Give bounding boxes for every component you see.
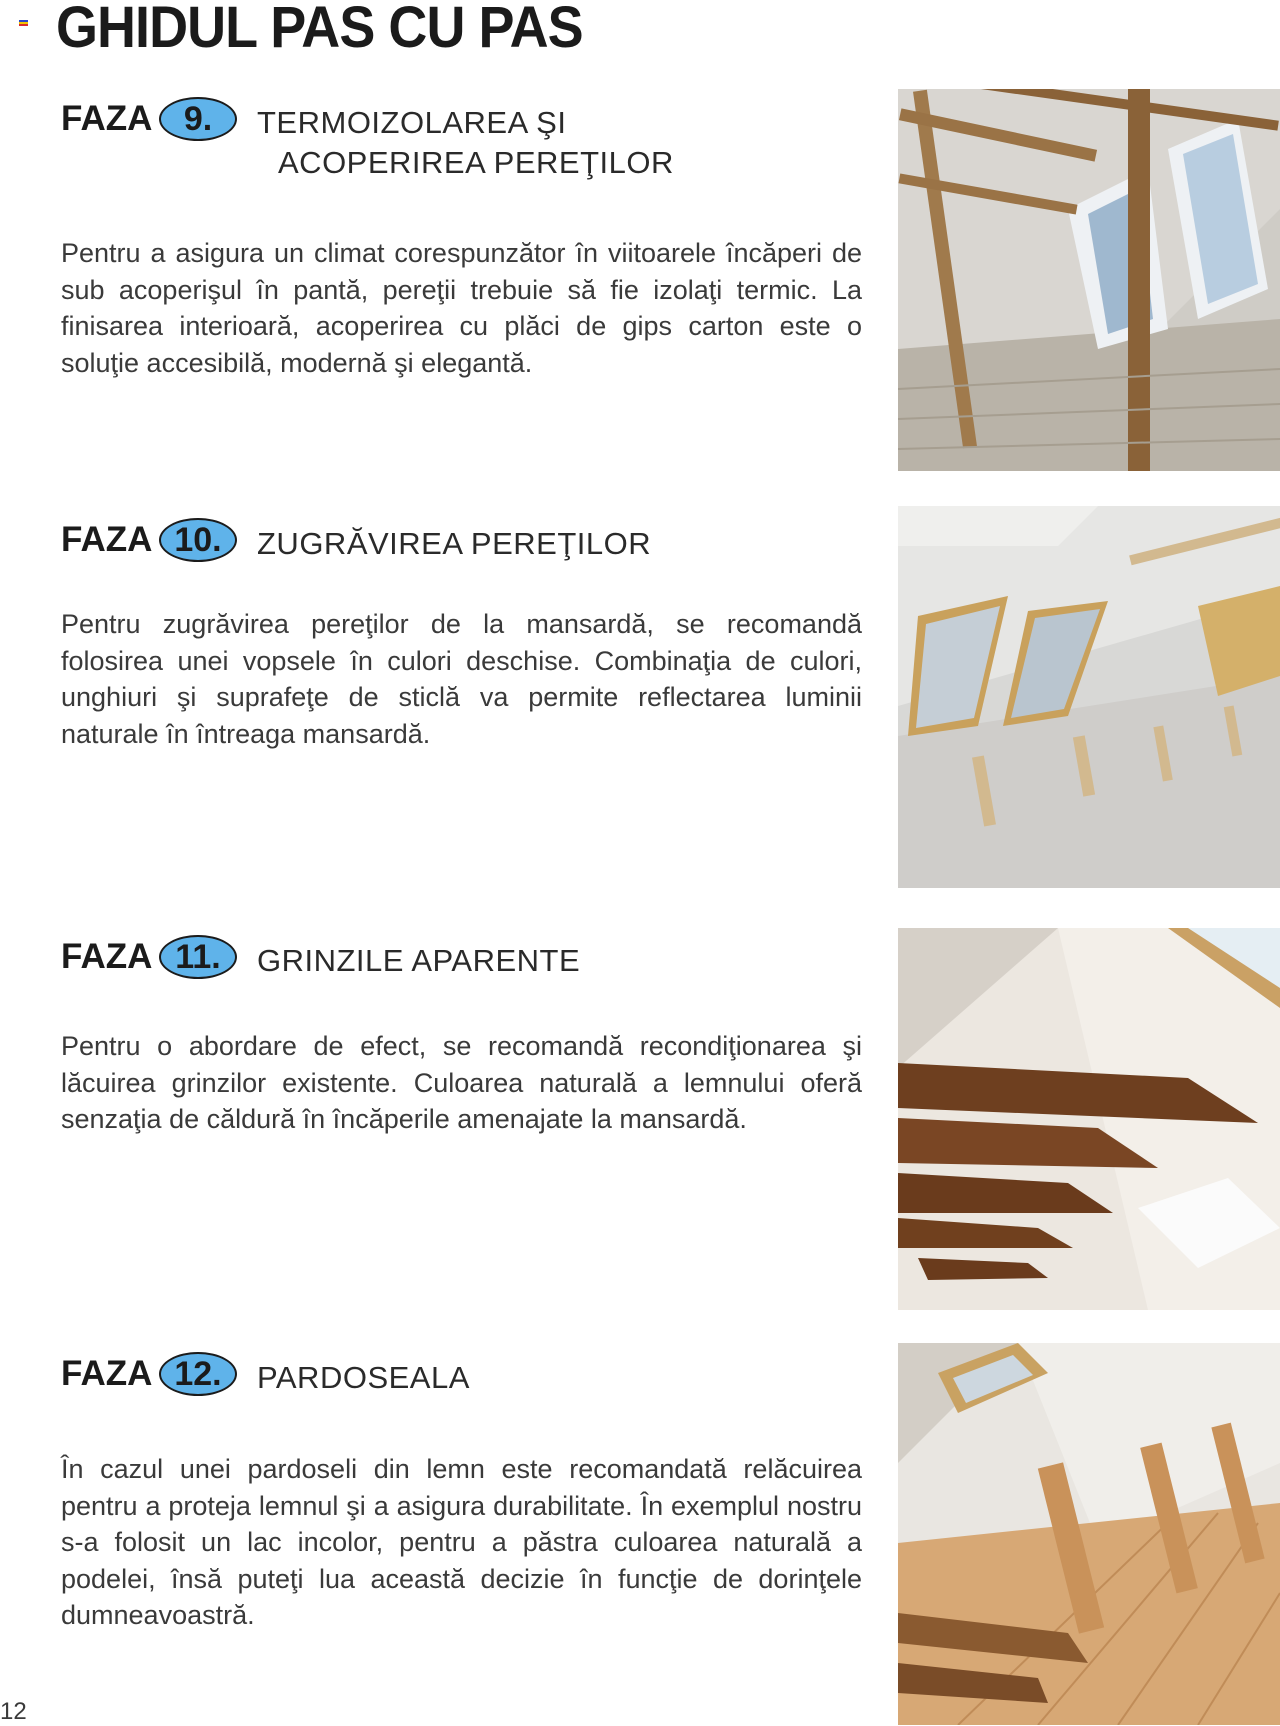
phase-label: FAZA bbox=[61, 1354, 153, 1393]
phase-description: În cazul unei pardoseli din lemn este recomandată relăcuirea pentru a proteja lemnul şi a asigura durabilitate. În exemplul nostru s-a folosit un lac incolor, pentru a păstra culoarea naturală a podelei, însă puteţi lua această decizie în funcţie de dorinţele dumneavoastră. bbox=[61, 1454, 862, 1630]
wooden-floor-photo bbox=[898, 1343, 1280, 1725]
phase-label: FAZA bbox=[61, 937, 153, 976]
attic-insulated-walls-photo bbox=[898, 89, 1280, 471]
attic-painted-walls-photo bbox=[898, 506, 1280, 888]
exposed-beams-photo bbox=[898, 928, 1280, 1310]
phase-title bbox=[257, 1358, 470, 1398]
phase-label: FAZA bbox=[61, 520, 153, 559]
phase-description: Pentru a asigura un climat corespunzător în viitoarele încăperi de sub acoperişul în pantă, pereţii trebuie să fie izolaţi termic. La finisarea interioară, acoperirea cu plăci de gips carton este o soluţie accesibilă, modernă şi elegantă. bbox=[61, 238, 862, 378]
phase-title-line1: PARDOSEALA bbox=[257, 1360, 470, 1395]
phase-title bbox=[257, 103, 674, 183]
phase-title-line1: GRINZILE APARENTE bbox=[257, 943, 581, 978]
phase-description: Pentru o abordare de efect, se recomandă recondiţionarea şi lăcuirea grinzilor existente. Culoarea naturală a lemnului oferă senzaţia de căldură în încăperile amenajate la mansardă. bbox=[61, 1031, 862, 1134]
phase-number-badge: 12. bbox=[159, 1352, 237, 1396]
phase-label: FAZA bbox=[61, 99, 153, 138]
phase-number-badge: 9. bbox=[159, 97, 237, 141]
flag-icon bbox=[19, 20, 28, 26]
phase-header bbox=[61, 935, 881, 1025]
page-number: 12 bbox=[0, 1698, 27, 1725]
phase-number-badge: 11. bbox=[159, 935, 237, 979]
phase-header bbox=[61, 1352, 881, 1442]
phase-title bbox=[257, 524, 651, 564]
phase-header bbox=[61, 97, 881, 187]
phase-title bbox=[257, 941, 580, 981]
phase-title-line2: ACOPERIREA PEREŢILOR bbox=[278, 145, 674, 180]
phase-header bbox=[61, 518, 881, 608]
phase-number-badge: 10. bbox=[159, 518, 237, 562]
phase-description: Pentru zugrăvirea pereţilor de la mansardă, se recomandă folosirea unei vopsele în culori deschise. Combinaţia de culori, unghiuri şi suprafeţe de sticlă va permite reflectarea luminii naturale în întreaga mansardă. bbox=[61, 609, 862, 749]
phase-title-line1: ZUGRĂVIREA PEREŢILOR bbox=[257, 526, 652, 561]
page-title: GHIDUL PAS CU PAS bbox=[56, 0, 583, 60]
phase-title-line1: TERMOIZOLAREA ŞI bbox=[257, 105, 567, 140]
